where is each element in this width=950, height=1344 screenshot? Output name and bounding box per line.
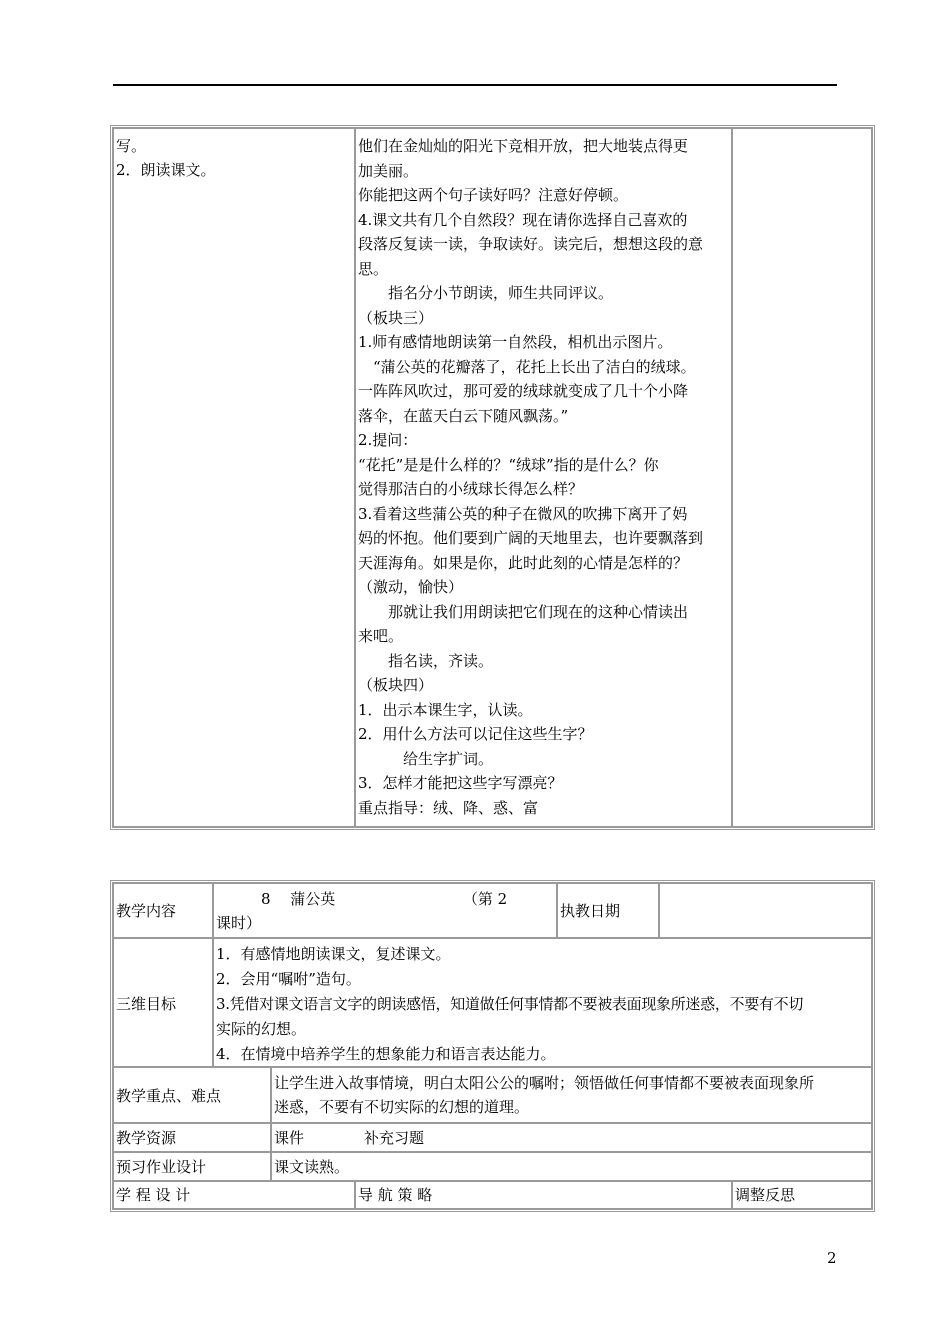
lesson-period: 课时） [216, 914, 262, 932]
key-label: 教学重点、难点 [116, 1087, 222, 1105]
resources-label-cell [113, 1123, 271, 1152]
header-rule [113, 84, 837, 86]
guide-strategy-cell [355, 128, 732, 827]
prep-label-cell [113, 1152, 271, 1181]
study-process-cell [113, 128, 355, 827]
mid-line: 段落反复读一读，争取读好。读完后，想想这段的意 [358, 235, 704, 253]
goals-label: 三维目标 [116, 995, 177, 1013]
prep-label: 预习作业设计 [116, 1158, 207, 1176]
mid-line: （板块四） [358, 676, 434, 694]
content-label: 教学内容 [116, 902, 177, 920]
study-process-label: 学 程 设 计 [116, 1186, 191, 1204]
prep-value: 课文读熟。 [274, 1158, 350, 1176]
goals-row [113, 938, 872, 1067]
mid-line: 重点指导：绒、降、惑、富 [358, 798, 539, 817]
lesson-plan-table [110, 880, 875, 1212]
left-line-1: 写。 [116, 137, 147, 155]
goal-line: 2．会用“嘱咐”造句。 [216, 970, 361, 988]
column-header-row [113, 1181, 872, 1209]
key-label-cell [113, 1067, 271, 1123]
mid-line: 1.师有感情地朗读第一自然段，相机出示图片。 [358, 333, 673, 351]
goal-line: 4．在情境中培养学生的想象能力和语言表达能力。 [216, 1045, 556, 1063]
mid-line: 落伞，在蓝天白云下随风飘荡。” [358, 406, 569, 425]
mid-line: 3.看着这些蒲公英的种子在微风的吹拂下离开了妈 [358, 504, 688, 523]
goal-line: 实际的幻想。 [216, 1020, 307, 1038]
mid-line: 你能把这两个句子读好吗？注意好停顿。 [358, 186, 629, 204]
mid-line: 妈的怀抱。他们要到广阔的天地里去，也许要飘落到 [358, 529, 704, 547]
mid-line: 指名分小节朗读，师生共同评议。 [358, 284, 614, 302]
mid-line: 来吧。 [358, 627, 404, 645]
reflection-header [732, 1181, 872, 1209]
study-process-header [113, 1181, 355, 1209]
prep-value-cell [271, 1152, 872, 1181]
reflection-cell [732, 128, 872, 827]
mid-line: “花托”是是什么样的？“绒球”指的是什么？你 [358, 455, 659, 474]
mid-line: 给生字扩词。 [358, 749, 494, 768]
mid-line: 觉得那洁白的小绒球长得怎么样？ [358, 480, 584, 498]
resources-value-cell [271, 1123, 872, 1152]
mid-line: 他们在金灿灿的阳光下竞相开放，把大地装点得更 [358, 137, 689, 155]
mid-line: 2.提问： [358, 431, 418, 449]
key-line: 迷惑，不要有不切实际的幻想的道理。 [274, 1098, 530, 1116]
page-number: 2 [827, 1249, 837, 1267]
mid-line: 加美丽。 [358, 161, 419, 180]
goals-value-cell [213, 938, 872, 1067]
lesson-table-continued [110, 125, 875, 830]
date-value-cell [659, 883, 872, 938]
content-value-cell [213, 883, 557, 938]
resources-label: 教学资源 [116, 1129, 177, 1147]
resources-value: 课件 补充习题 [274, 1129, 425, 1147]
content-row [113, 883, 872, 938]
mid-line: 1．出示本课生字，认读。 [358, 700, 533, 719]
mid-line: 指名读，齐读。 [358, 651, 494, 670]
left-line-2: 2．朗读课文。 [116, 161, 216, 179]
mid-line: 2．用什么方法可以记住这些生字？ [358, 725, 593, 743]
date-label: 执教日期 [560, 902, 621, 920]
mid-line: 4.课文共有几个自然段？现在请你选择自己喜欢的 [358, 210, 688, 229]
mid-line: “蒲公英的花瓣落了，花托上长出了洁白的绒球。 [358, 357, 696, 376]
guide-strategy-label: 导 航 策 略 [358, 1186, 433, 1204]
mid-line: （激动，愉快） [358, 578, 464, 596]
mid-line: 天涯海角。如果是你，此时此刻的心情是怎样的？ [358, 553, 689, 572]
mid-line: 3．怎样才能把这些字写漂亮？ [358, 774, 563, 792]
date-label-cell [557, 883, 659, 938]
prep-row [113, 1152, 872, 1181]
goals-label-cell [113, 938, 213, 1067]
key-points-row [113, 1067, 872, 1123]
guide-strategy-header [355, 1181, 732, 1209]
mid-line: 思。 [358, 259, 389, 278]
content-label-cell [113, 883, 213, 938]
reflection-label: 调整反思 [735, 1186, 796, 1204]
lesson-title: 8 蒲公英 （第 2 [216, 890, 508, 908]
goal-line: 1．有感情地朗读课文，复述课文。 [216, 945, 451, 963]
resources-row [113, 1123, 872, 1152]
mid-line: （板块三） [358, 308, 434, 327]
mid-line: 一阵阵风吹过，那可爱的绒球就变成了几十个小降 [358, 382, 689, 400]
key-value-cell [271, 1067, 872, 1123]
goal-line: 3.凭借对课文语言文字的朗读感悟，知道做任何事情都不要被表面现象所迷惑，不要有不切 [216, 995, 804, 1013]
mid-line: 那就让我们用朗读把它们现在的这种心情读出 [358, 602, 689, 621]
key-line: 让学生进入故事情境，明白太阳公公的嘱咐；领悟做任何事情都不要被表面现象所 [274, 1074, 815, 1092]
